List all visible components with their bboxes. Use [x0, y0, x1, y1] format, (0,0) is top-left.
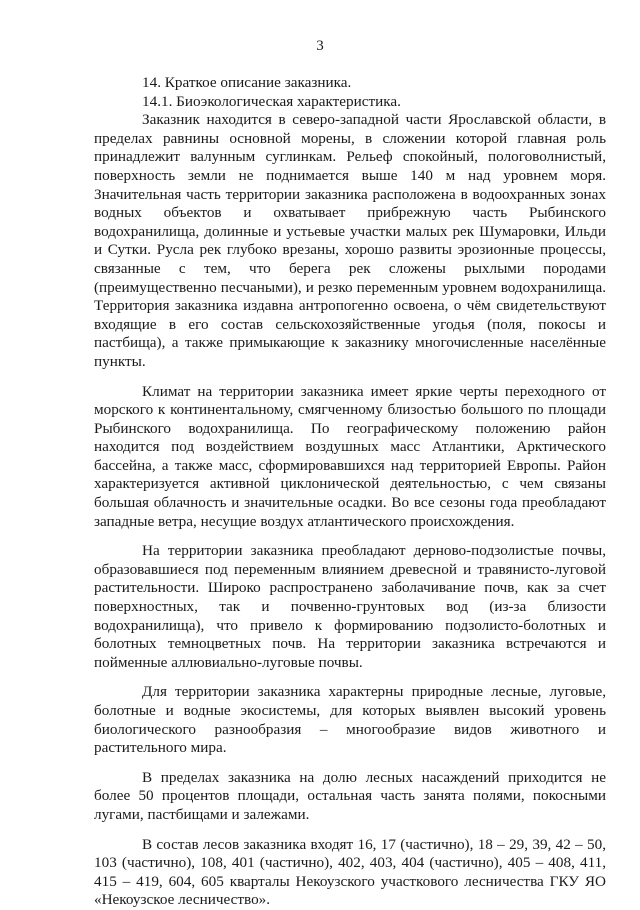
- page-number: 3: [316, 38, 324, 54]
- paragraph-ecosystems: Для территории заказника характерны природные лесные, луговые, болотные и водные экосистемы, для которых выявлен высокий уровень биологического разнообразия – многообразие видов животного и растительного мира.: [94, 683, 606, 757]
- document-body: [94, 74, 606, 910]
- paragraph-forest-quarters: В состав лесов заказника входят 16, 17 (частично), 18 – 29, 39, 42 – 50, 103 (частично), 108, 401 (частично), 402, 403, 404 (частично), 405 – 408, 411, 415 – 419, 604, 605 кварталы Некоузского участкового лесничества ГКУ ЯО «Некоузское лесничество».: [94, 835, 606, 909]
- subsection-heading: 14.1. Биоэкологическая характеристика.: [142, 92, 401, 110]
- paragraph-climate: Климат на территории заказника имеет яркие черты переходного от морского к континентальному, смягченному близостью большого по площади Рыбинского водохранилища. По географическому положению район находится под воздействием воздушных масс Атлантики, Арктического бассейна, а также масс, сформировавшихся над территорией Европы. Район характеризуется активной циклонической деятельностью, с чем связаны большая облачность и значительные осадки. Во все сезоны года преобладают западные ветра, несущие воздух атлантического происхождения.: [94, 382, 606, 530]
- paragraph-geography: Заказник находится в северо-западной части Ярославской области, в пределах равнины основной морены, в сложении которой главная роль принадлежит валунным суглинкам. Рельеф спокойный, пологоволнистый, поверхность земли не поднимается выше 140 м над уровнем моря. Значительная часть территории заказника расположена в водоохранных зонах водных объектов и охватывает прибрежную часть Рыбинского водохранилища, долинные и устьевые участки малых рек Шумаровки, Ильди и Сутки. Русла рек глубоко врезаны, хорошо развиты эрозионные процессы, связанные с тем, что берега рек сложены рыхлыми породами (преимущественно песчаными), и резко переменным уровнем водохранилища. Территория заказника издавна антропогенно освоена, о чём свидетельствуют входящие в его состав сельскохозяйственные угодья (поля, покосы и пастбища), а также примыкающие к заказнику многочисленные населённые пункты.: [94, 111, 606, 370]
- paragraph-soils: На территории заказника преобладают дерново-подзолистые почвы, образовавшиеся под переменным влиянием древесной и травянисто-луговой растительности. Широко распространено заболачивание почв, как за счет поверхностных, так и почвенно-грунтовых вод (из-за близости водохранилища), что привело к формированию подзолисто-болотных и болотных темноцветных почв. На территории заказника встречаются и пойменные аллювиально-луговые почвы.: [94, 542, 606, 671]
- paragraph-forest-share: В пределах заказника на долю лесных насаждений приходится не более 50 процентов площади, остальная часть занята полями, покосными лугами, пастбищами и залежами.: [94, 768, 606, 823]
- section-heading: 14. Краткое описание заказника.: [142, 74, 352, 91]
